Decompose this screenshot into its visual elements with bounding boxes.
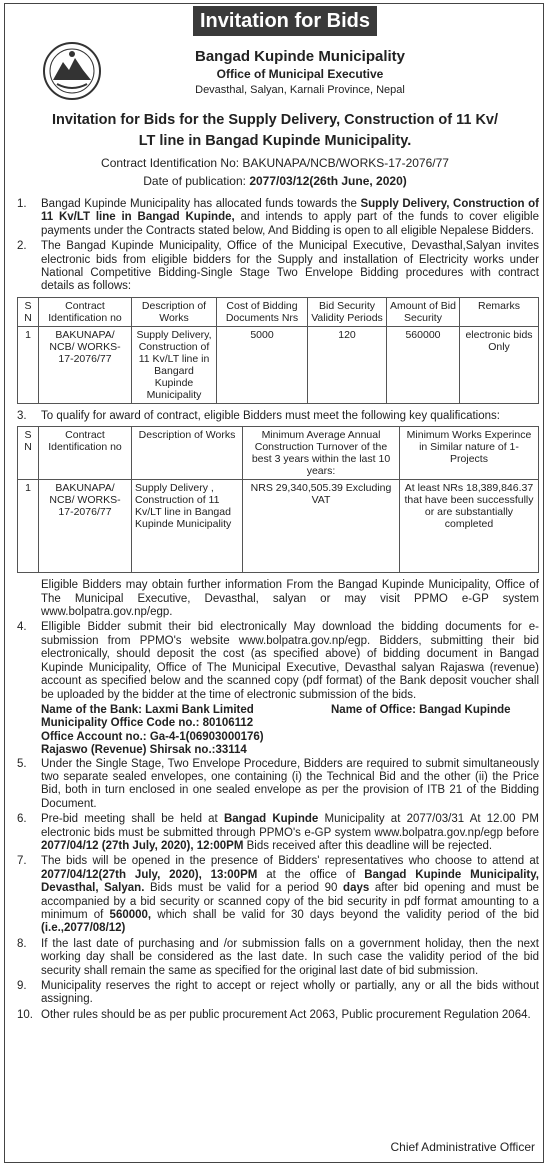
clause-text-part: Pre-bid meeting shall be held at xyxy=(41,813,224,826)
clause-text-bold: Supply Delivery, Construction of 11 Kv/LT line in Bangad Kupinde, xyxy=(41,198,539,224)
clause-text-part: Bids must be valid for a period 90 xyxy=(144,882,344,895)
clause-text: Under the Single Stage, Two Envelope Procedure, Bidders are required to submit simultaneously two separate sealed envelopes, one containing (i) the Technical Bid and the other (ii) the Price Bid, both in turn enclosed in one sealed envelope as per the provision of ITB 21 of the Bidding Document. xyxy=(41,757,539,810)
clause-text-bold: 2077/04/12(27th July, 2020), 13:00PM xyxy=(41,868,258,881)
clause-text-part: The Bangad Kupinde Municipality, Office of the Municipal Executive, Devasthal,Salyan invites electronic bids from eligible bidders for the Supply and installation of Electricity works under National Competitive Bidding-Single Stage Two Envelope Bidding procedures with contract details as follows: xyxy=(41,240,539,293)
clause-text: Other rules should be as per public procurement Act 2063, Public procurement Regulation 2064. xyxy=(41,1008,531,1021)
table-header: Minimum Average Annual Construction Turnover of the best 3 years within the last 10 years: xyxy=(243,427,400,480)
organization-header xyxy=(155,48,445,96)
notice-meta xyxy=(15,154,535,190)
clause-3-note xyxy=(17,579,539,619)
table-header: Contract Identification no xyxy=(39,297,132,326)
bid-notice xyxy=(4,3,544,1163)
clause-5 xyxy=(17,758,539,812)
clause-text: Elligible Bidder submit their bid electronically May download the bidding documents for e-submission from PPMO's website www.bolpatra.gov.np/egp. Bidders, submitting their bid electronically, should deposit the cost (as specified above) of bidding document in Bangad Kupinde Municipality, Office of The Municipal Executive, Devasthal salyan Rajaswa (revenue) account as specified below and the scanned copy (pdf format) of the Bank deposit voucher shall be uploaded by the bidder at the time of electronic submission of the bids. xyxy=(41,621,539,701)
clause-text-bold: Bangad Kupinde Municipality, Devasthal, Salyan. xyxy=(41,868,539,895)
table-row xyxy=(18,326,539,403)
clause-number: 2. xyxy=(17,240,27,253)
clause-text-part: at the office of xyxy=(257,868,365,881)
clause-text-part: The bids will be opened in the presence of Bidders' representatives who choose to attend at xyxy=(41,855,539,868)
clause-number: 1. xyxy=(17,198,27,210)
table-header: Cost of Bidding Documents Nrs xyxy=(217,297,308,326)
clause-text xyxy=(41,855,539,935)
clause-4 xyxy=(17,621,539,701)
municipality-emblem-icon xyxy=(39,40,105,102)
publication-date: 2077/03/12(26th June, 2020) xyxy=(249,174,407,188)
bank-details xyxy=(41,704,539,758)
clause-7 xyxy=(17,855,539,935)
clause-number: 6. xyxy=(17,813,27,826)
table-cell: BAKUNAPA/ NCB/ WORKS-17-2076/77 xyxy=(39,480,132,573)
office-code: Municipality Office Code no.: 80106112 xyxy=(41,717,254,730)
table-header-row xyxy=(18,427,539,480)
table-header: Remarks xyxy=(460,297,539,326)
clause-number: 9. xyxy=(17,980,27,993)
clause-text: Municipality reserves the right to accept or reject wholly or partially, any or all the bids without assigning. xyxy=(41,980,539,1006)
clause-10 xyxy=(17,1009,539,1022)
table-cell: 1 xyxy=(18,480,39,573)
revenue-shirsak: Rajaswo (Revenue) Shirsak no.:33114 xyxy=(41,744,247,757)
clause-number: 3. xyxy=(17,409,27,422)
clause-6 xyxy=(17,813,539,853)
org-address: Devasthal, Salyan, Karnali Province, Nepal xyxy=(195,84,405,96)
contract-details-table xyxy=(17,297,539,404)
bank-name: Name of the Bank: Laxmi Bank Limited xyxy=(41,703,254,716)
table-cell: 5000 xyxy=(217,326,308,403)
notice-banner: Invitation for Bids xyxy=(193,6,377,36)
table-cell: electronic bids Only xyxy=(460,326,539,403)
clause-text-bold: (i.e.,2077/08/12) xyxy=(41,922,126,935)
org-name: Bangad Kupinde Municipality xyxy=(194,48,405,65)
table-row xyxy=(18,480,539,573)
notice-title xyxy=(15,110,535,152)
clause-text-part: Municipality at 2077/03/31 At 12.00 PM electronic bids must be submitted through PPMO's e-GP system www.bolpatra.gov.np/egp before xyxy=(41,813,539,839)
table-header: Contract Identification no xyxy=(39,427,132,480)
notice-body xyxy=(17,198,539,1024)
clause-spacer xyxy=(17,579,41,619)
clause-text-bold: Bangad Kupinde xyxy=(223,813,319,826)
office-name-label: Name of Office: Bangad Kupinde xyxy=(331,703,511,716)
table-cell: Supply Delivery, Construction of 11 Kv/LT line in Bangard Kupinde Municipality xyxy=(132,326,217,403)
clause-text: Eligible Bidders may obtain further information From the Bangad Kupinde Municipality, Office of The Municipal Executive, Devasthal, salyan or may visit PPMO e-GP system www.bolpatra.gov.np/egp. xyxy=(41,579,539,619)
qualification-table xyxy=(17,426,539,573)
clause-text-bold: days xyxy=(343,882,370,895)
clause-8 xyxy=(17,938,539,978)
clause-text-bold: 560000, xyxy=(109,909,152,921)
table-cell: NRS 29,340,505.39 Excluding VAT xyxy=(243,480,400,573)
table-header: Description of Works xyxy=(132,297,217,326)
table-header: Bid Security Validity Periods xyxy=(308,297,387,326)
table-header: S N xyxy=(18,427,39,480)
clause-number: 4. xyxy=(17,621,27,634)
table-cell: 560000 xyxy=(387,326,460,403)
clause-3 xyxy=(17,410,539,423)
clause-text-part: and intends to apply part of the funds to cover eligible payments under the Contracts stated below, And Bidding is open to all eligible Nepalese Bidders. xyxy=(41,211,539,237)
clause-number: 5. xyxy=(17,757,27,770)
publication-label: Date of publication: xyxy=(143,174,250,188)
table-cell: BAKUNAPA/ NCB/ WORKS-17-2076/77 xyxy=(39,326,132,403)
clause-text: If the last date of purchasing and /or submission falls on a government holiday, then the next working day shall be considered as the last date. In such case the validity period of the bid security shall remain the same as specified for the original last date of bid submission. xyxy=(41,937,539,977)
clause-1 xyxy=(17,198,539,238)
table-header-row xyxy=(18,297,539,326)
clause-text-part: Bangad Kupinde Municipality has allocated funds towards the xyxy=(41,198,361,210)
title-line-1: Invitation for Bids for the Supply Delivery, Construction of 11 Kv/ xyxy=(51,112,499,128)
bank-spacer xyxy=(331,731,539,744)
clause-number: 7. xyxy=(17,855,27,868)
office-account: Office Account no.: Ga-4-1(06903000176) xyxy=(41,730,264,743)
clause-number: 8. xyxy=(17,937,27,950)
table-cell: At least NRs 18,389,846.37 that have been successfully or are substantially completed xyxy=(400,480,539,573)
clause-text: To qualify for award of contract, eligible Bidders must meet the following key qualifications: xyxy=(41,409,500,422)
table-header: S N xyxy=(18,297,39,326)
contract-id: Contract Identification No: BAKUNAPA/NCB/WORKS-17-2076/77 xyxy=(101,156,449,170)
clause-text xyxy=(41,813,539,853)
signature-line: Chief Administrative Officer xyxy=(390,1140,535,1154)
clause-text xyxy=(41,198,539,238)
clause-text-part: Bids received after this deadline will be rejected. xyxy=(243,839,493,852)
table-header: Description of Works xyxy=(132,427,243,480)
table-header: Minimum Works Experince in Similar nature of 1- Projects xyxy=(400,427,539,480)
table-cell: 1 xyxy=(18,326,39,403)
publication-date-line xyxy=(15,172,535,190)
table-cell: Supply Delivery , Construction of 11 Kv/LT line in Bangad Kupinde Municipality xyxy=(132,480,243,573)
clause-2 xyxy=(17,240,539,294)
office-name: Office of Municipal Executive xyxy=(216,67,384,81)
bank-spacer xyxy=(331,717,539,730)
clause-text-part: which shall be valid for 30 days beyond the validity period of the bid xyxy=(151,909,539,921)
clause-text xyxy=(41,240,539,294)
table-cell: 120 xyxy=(308,326,387,403)
clause-text-part: after bid opening and must be accompanied by a bid security or scanned copy of the bid security in pdf format amounting to a minimum of xyxy=(41,882,540,921)
table-header: Amount of Bid Security xyxy=(387,297,460,326)
title-line-2: LT line in Bangad Kupinde Municipality. xyxy=(138,133,412,149)
clause-9 xyxy=(17,980,539,1007)
clause-number: 10. xyxy=(17,1008,33,1021)
clause-text-bold: 2077/04/12 (27th July, 2020), 12:00PM xyxy=(41,839,244,852)
